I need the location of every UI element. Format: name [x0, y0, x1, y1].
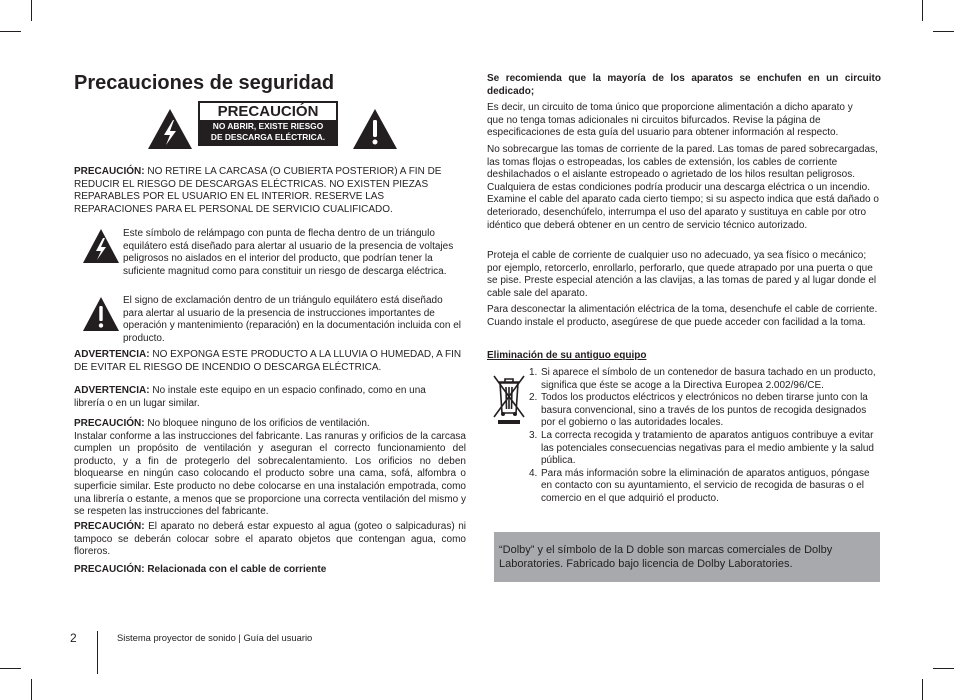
page-title: Precauciones de seguridad	[74, 72, 335, 94]
footer-divider	[97, 631, 98, 674]
caution-cover-text	[74, 166, 446, 216]
caution-power-cord-heading	[74, 564, 466, 577]
crop-mark	[933, 31, 954, 32]
caution-banner-subtitle	[198, 121, 338, 143]
caution-banner	[198, 101, 338, 146]
list-item-text: Si aparece el símbolo de un contenedor de basura tachado en un producto, significa que éste se acoge a la Directiva Europea 2.002/96/CE.	[541, 367, 876, 391]
warning-rain-text	[74, 349, 466, 374]
lightning-warning-icon	[82, 228, 120, 264]
lightning-description: Este símbolo de relámpago con punta de flecha dentro de un triángulo equilátero está diseñado para alertar al usuario de la presencia de voltajes peligrosos no aislados en el interior del producto, que podrían tener la suficiente magnitud como para constituir un riesgo de descarga eléctrica.	[123, 228, 454, 277]
list-item	[529, 392, 881, 430]
crop-mark	[922, 0, 923, 21]
caution-label: PRECAUCIÓN:	[74, 166, 145, 177]
caution-text: No bloquee ninguno de los orificios de ventilación.	[144, 418, 370, 429]
warning-label: ADVERTENCIA:	[74, 349, 150, 360]
list-number: 2.	[529, 392, 538, 404]
exclamation-warning-icon	[352, 108, 398, 150]
footer-text: Sistema proyector de sonido | Guía del usuario	[117, 632, 313, 643]
page-number: 2	[70, 631, 77, 645]
warning-text: No instale este equipo en un espacio confinado, como en una librería o en un lugar similar.	[74, 385, 426, 409]
cord-protection-paragraph: Proteja el cable de corriente de cualquier uso no adecuado, ya sea físico o mecánico; por ejemplo, retorcerlo, enrollarlo, perforarlo, que quede atrapado por una puerta o que se pise. Preste especial atención a las clavijas, a las tomas de pared y al lugar donde el cable sale del aparato.	[487, 250, 877, 299]
lightning-warning-icon	[147, 108, 193, 150]
caution-label: PRECAUCIÓN:	[74, 521, 145, 532]
disconnect-paragraph: Para desconectar la alimentación eléctrica de la toma, desenchufe el cable de corriente. Cuando instale el producto, asegúrese de que puede acceder con facilidad a la toma.	[487, 304, 878, 328]
crop-mark	[0, 668, 21, 669]
circuit-heading: Se recomienda que la mayoría de los aparatos se enchufen en un circuito dedicado;	[487, 73, 881, 97]
caution-label: PRECAUCIÓN: Relacionada con el cable de corriente	[74, 564, 327, 575]
list-number: 4.	[529, 467, 538, 479]
disposal-list	[529, 367, 881, 506]
list-number: 1.	[529, 367, 538, 378]
crop-mark	[0, 31, 21, 32]
list-number: 3.	[529, 429, 538, 441]
dolby-notice-text: “Dolby” y el símbolo de la D doble son marcas comerciales de Dolby Laboratories. Fabricado bajo licencia de Dolby Laboratories.	[499, 544, 833, 570]
caution-body: Instalar conforme a las instrucciones del fabricante. Las ranuras y orificios de la carcasa cumplen un propósito de ventilación y aseguran el correcto funcionamiento del producto, y a fin de protegerlo del sobrecalentamiento. Los orificios no deben bloquearse en ningún caso colocando el producto sobre una cama, sofá, alfombra o superficie similar. Este producto no debe colocarse en una instalación empotrada, como una librería o estante, a menos que se proporcione una correcta ventilación del mismo y se respeten las instrucciones del fabricante.	[74, 430, 466, 518]
warning-label: ADVERTENCIA:	[74, 385, 150, 396]
warning-confined-text	[74, 385, 454, 410]
exclamation-description: El signo de exclamación dentro de un triángulo equilátero está diseñado para alertar al usuario de la presencia de instrucciones importantes de operación y mantenimiento (reparación) en la documentación incluida con el producto.	[123, 295, 461, 344]
caution-banner-line2: DE DESCARGA ELÉCTRICA.	[210, 132, 326, 142]
caution-text: El aparato no deberá estar expuesto al agua (goteo o salpicaduras) ni tampoco se deberán colocar sobre el aparato objetos que contengan agua, como floreros.	[74, 521, 466, 558]
dolby-notice-box	[494, 532, 880, 582]
overload-paragraph: No sobrecargue las tomas de corriente de la pared. Las tomas de pared sobrecargadas, las tomas flojas o estropeadas, los cables de extensión, los cables de corriente deshilachados o el aislante estropeado o agrietado de los hilos resultan peligrosos. Cualquiera de estas condiciones podría producir una descarga eléctrica o un incendio. Examine el cable del aparato cada cierto tiempo; si su aspecto indica que está dañado o deteriorado, desenchúfelo, interrumpa el uso del aparato y sustituya en cable por otro idéntico que deberá obtener en un centro de servicio técnico autorizado.	[487, 144, 879, 231]
crop-mark	[31, 0, 32, 21]
caution-water-text	[74, 521, 466, 559]
list-item-text: Para más información sobre la eliminación de aparatos antiguos, póngase en contacto con su ayuntamiento, el servicio de recogida de basuras o el comercio en el que adquirió el producto.	[541, 467, 870, 504]
caution-ventilation-text	[74, 418, 466, 519]
circuit-paragraph: Es decir, un circuito de toma único que proporcione alimentación a dicho aparato y que no tenga tomas adicionales ni circuitos bifurcados. Revise la página de especificaciones de esta guía del usuario para obtener información al respecto.	[487, 102, 853, 139]
exclamation-warning-icon	[82, 296, 120, 332]
caution-banner-title: PRECAUCIÓN	[200, 103, 336, 120]
list-item	[529, 468, 881, 506]
crop-mark	[31, 679, 32, 700]
list-item-text: La correcta recogida y tratamiento de aparatos antiguos contribuye a evitar las potenciales consecuencias negativas para el medio ambiente y la salud pública.	[541, 429, 874, 467]
caution-label: PRECAUCIÓN:	[74, 418, 145, 429]
list-item-text: Todos los productos eléctricos y electrónicos no deben tirarse junto con la basura convencional, sino a través de los puntos de recogida designados por el gobierno o las autoridades locales.	[541, 392, 868, 429]
crossed-bin-icon	[491, 371, 527, 425]
caution-text: NO RETIRE LA CARCASA (O CUBIERTA POSTERIOR) A FIN DE REDUCIR EL RIESGO DE DESCARGAS ELÉCTRICAS. NO EXISTEN PIEZAS REPARABLES POR EL USUARIO EN EL INTERIOR. RESERVE LAS REPARACIONES PARA EL PERSONAL DE SERVICIO CUALIFICADO.	[74, 166, 442, 215]
list-item	[529, 430, 881, 468]
warning-text: NO EXPONGA ESTE PRODUCTO A LA LLUVIA O HUMEDAD, A FIN DE EVITAR EL RIESGO DE INCENDIO O DESCARGA ELÉCTRICA.	[74, 349, 462, 373]
crop-mark	[922, 679, 923, 700]
disposal-heading: Eliminación de su antiguo equipo	[487, 350, 647, 361]
list-item	[529, 367, 881, 392]
caution-banner-line1: NO ABRIR, EXISTE RIESGO	[212, 121, 324, 131]
crop-mark	[933, 668, 954, 669]
